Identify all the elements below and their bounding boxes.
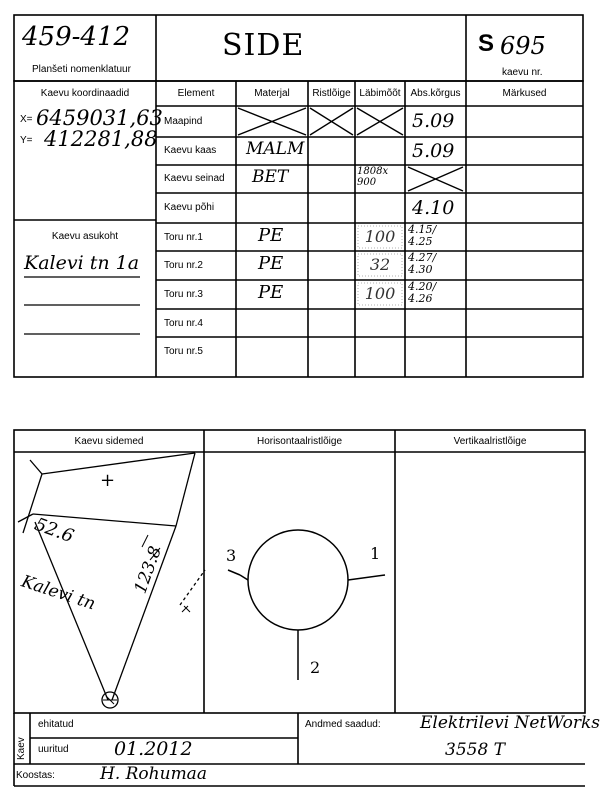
abs-maapind: 5.09 [412, 110, 455, 132]
sidemed-distance-2: 123.8 [130, 543, 167, 597]
materjal-kaevu-kaas: MALM [246, 139, 305, 159]
row-element-kaevu-kaas: Kaevu kaas [164, 145, 217, 156]
sidemed-distance-1: 52.6 [31, 513, 77, 548]
vertikaal-header: Vertikaalristlõige [453, 436, 527, 447]
y-prefix: Y= [20, 135, 33, 146]
pipe-number-3: 3 [226, 546, 237, 565]
horisontaal-header: Horisontaalristlõige [256, 436, 343, 447]
abs-toru-1: 4.15/ 4.25 [408, 223, 437, 248]
labimoot-kaevu-seinad: 1808x 900 [357, 166, 389, 188]
row-element-kaevu-seinad: Kaevu seinad [164, 173, 225, 184]
well-label: kaevu nr. [502, 67, 543, 78]
row-element-toru-2: Toru nr.2 [164, 260, 203, 271]
andmed-value: Elektrilevi NetWorks [420, 713, 601, 733]
materjal-toru-3: PE [258, 282, 284, 303]
materjal-toru-2: PE [258, 253, 284, 274]
pipe-number-1: 1 [370, 544, 381, 563]
row-element-toru-1: Toru nr.1 [164, 232, 203, 243]
labimoot-toru-1: 100 [364, 227, 396, 246]
koostas-label: Koostas: [16, 770, 55, 781]
cross-section-drawing [228, 530, 385, 680]
abs-toru-3: 4.20/ 4.26 [408, 280, 437, 305]
uuritud-value: 01.2012 [114, 738, 193, 760]
col-header-element: Element [177, 88, 215, 99]
row-element-maapind: Maapind [164, 116, 203, 127]
location-value: Kalevi tn 1a [24, 252, 140, 274]
row-element-toru-4: Toru nr.4 [164, 318, 203, 329]
col-header-markused: Märkused [502, 88, 547, 99]
sheet-label: Planšeti nomenklatuur [32, 64, 131, 75]
labimoot-toru-2: 32 [369, 255, 391, 274]
andmed-code: 3558 T [445, 740, 506, 760]
ehitatud-label: ehitatud [38, 719, 74, 730]
coordinates-label: Kaevu koordinaadid [40, 88, 130, 99]
abs-toru-2: 4.27/ 4.30 [408, 251, 437, 276]
x-prefix: X= [20, 114, 33, 125]
col-header-abs: Abs.kõrgus [410, 88, 461, 99]
col-header-materjal: Materjal [254, 88, 290, 99]
kaev-side-label: Kaev [16, 737, 27, 760]
row-element-kaevu-pohi: Kaevu põhi [164, 202, 215, 213]
row-element-toru-5: Toru nr.5 [164, 346, 203, 357]
labimoot-toru-3: 100 [364, 284, 396, 303]
abs-kaevu-kaas: 5.09 [412, 140, 455, 162]
materjal-toru-1: PE [258, 225, 284, 246]
uuritud-label: uuritud [38, 744, 69, 755]
y-value: 412281,88 [44, 127, 158, 151]
pipe-number-2: 2 [310, 658, 321, 677]
col-header-ristloige: Ristlõige [312, 88, 351, 99]
abs-kaevu-pohi: 4.10 [412, 197, 455, 219]
x-value: 6459031,63 [36, 106, 163, 130]
row-element-toru-3: Toru nr.3 [164, 289, 203, 300]
page-title: SIDE [222, 28, 305, 63]
andmed-label: Andmed saadud: [305, 719, 381, 730]
well-number: 695 [500, 32, 546, 60]
sheet-number: 459-412 [22, 22, 131, 52]
materjal-kaevu-seinad: BET [252, 167, 289, 187]
col-header-labimoot: Läbimõõt [359, 88, 401, 99]
sidemed-street: Kalevi tn [18, 571, 98, 615]
sidemed-plus-mark: + [100, 470, 116, 491]
well-prefix: S [478, 30, 495, 57]
koostas-value: H. Rohumaa [100, 764, 207, 784]
location-label: Kaevu asukoht [51, 231, 119, 242]
sidemed-header: Kaevu sidemed [74, 436, 144, 447]
